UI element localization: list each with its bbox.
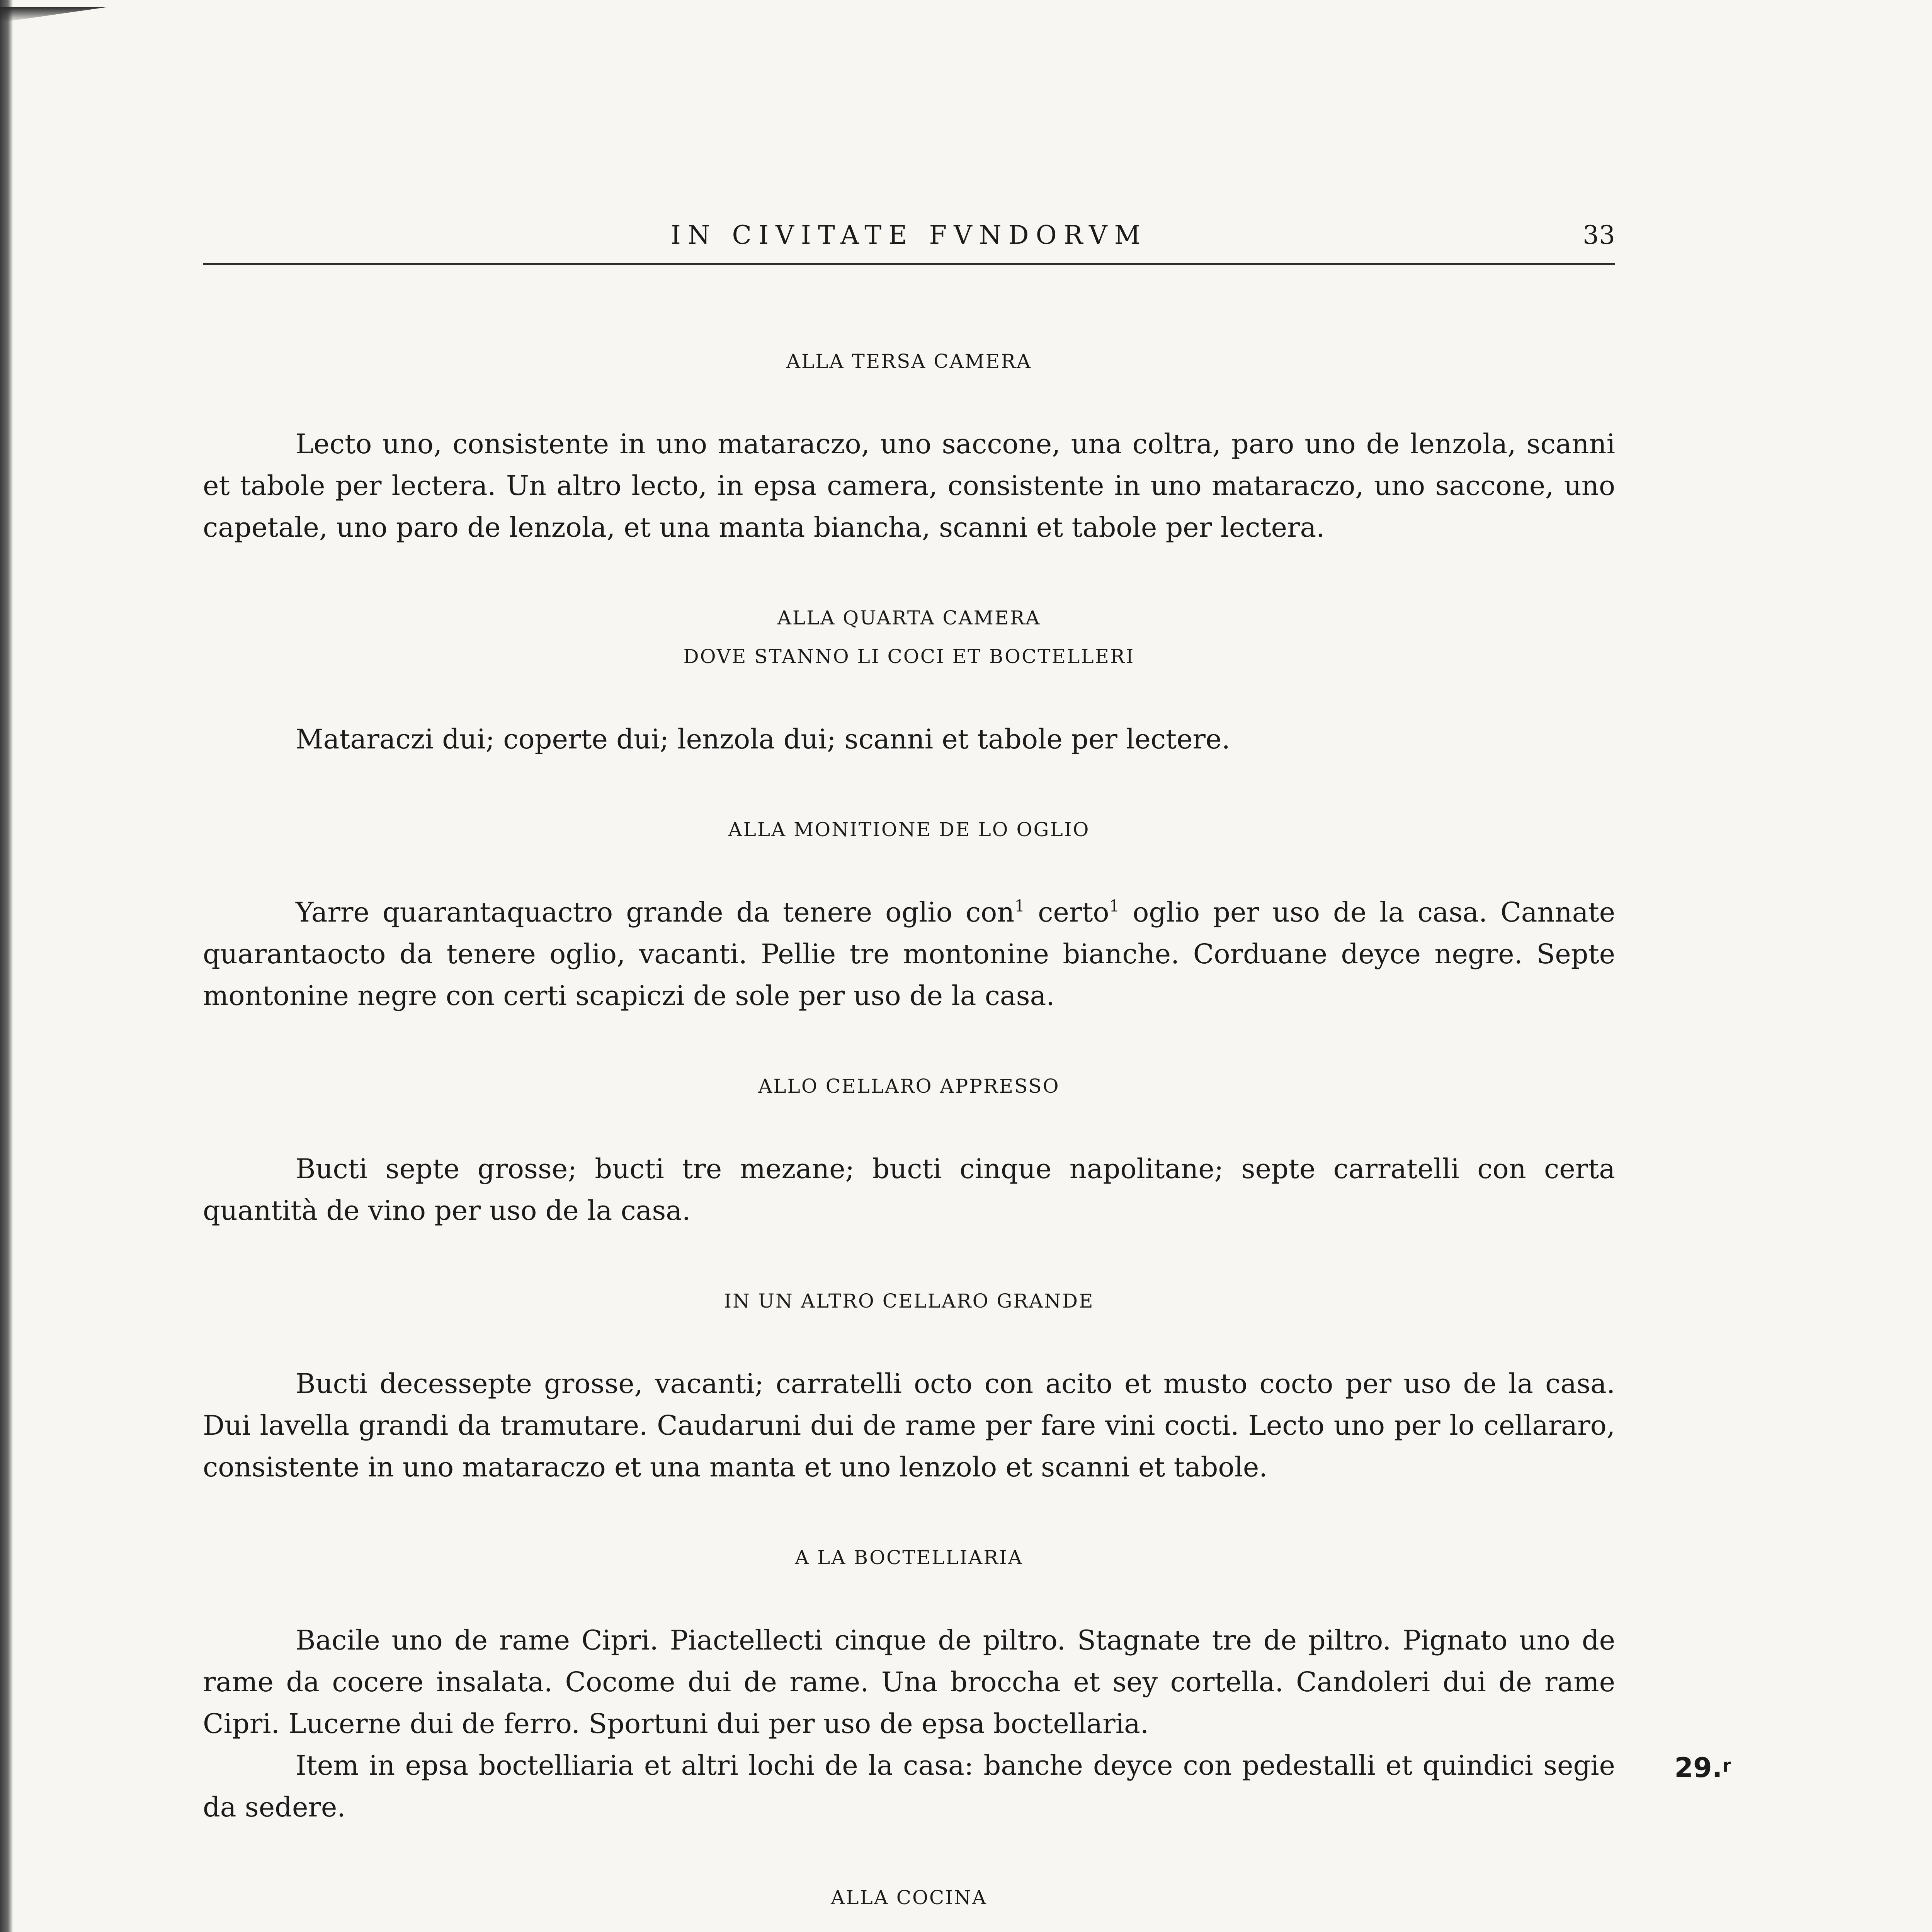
section-heading: IN UN ALTRO CELLARO GRANDE bbox=[724, 1290, 1094, 1312]
section-tersa-camera bbox=[203, 342, 1615, 548]
paragraph: Mataraczi dui; coperte dui; lenzola dui; scanni et tabole per lectere. bbox=[296, 723, 1230, 755]
folio-number: 29. bbox=[1674, 1752, 1723, 1784]
section-cellaro-grande bbox=[203, 1282, 1615, 1488]
paragraph: Lecto uno, consistente in uno mataraczo, uno saccone, una coltra, paro uno de lenzola, scanni et tabole per lectera. Un altro lecto, in epsa camera, consistente in uno mataraczo, uno saccone, uno capetale, uno paro de lenzola, et una manta biancha, scanni et tabole per lectera. bbox=[203, 428, 1615, 543]
paragraph: Bacile uno de rame Cipri. Piactellecti cinque de piltro. Stagnate tre de piltro. Pignato uno de rame da cocere insalata. Cocome dui de rame. Una broccha et sey cortella. Candoleri dui de rame Cipri. Lucerne dui de ferro. Sportuni dui per uso de epsa boctellaria. bbox=[203, 1624, 1615, 1740]
paragraph: Bucti decessepte grosse, vacanti; carratelli octo con acito et musto cocto per uso de la casa. Dui lavella grandi da tramutare. Caudaruni dui de rame per fare vini cocti. Lecto uno per lo cellararo, consistente in uno mataraczo et una manta et uno lenzolo et scanni et tabole. bbox=[203, 1368, 1615, 1483]
paragraph bbox=[203, 891, 1615, 1017]
section-heading: A LA BOCTELLIARIA bbox=[795, 1546, 1023, 1569]
section-heading: ALLO CELLARO APPRESSO bbox=[758, 1075, 1060, 1097]
section-heading: ALLA MONITIONE DE LO OGLIO bbox=[728, 818, 1090, 841]
section-cocina bbox=[203, 1878, 1615, 1932]
running-title: IN CIVITATE FVNDORVM bbox=[670, 220, 1148, 250]
footnote-reference: 1 bbox=[1109, 896, 1120, 915]
footnote-reference: 1 bbox=[1014, 896, 1025, 915]
running-head bbox=[203, 216, 1615, 265]
text-run: certo bbox=[1025, 896, 1109, 928]
document-page bbox=[203, 216, 1731, 1932]
text-run: Yarre quarantaquactro grande da tenere oglio con bbox=[296, 896, 1015, 928]
paragraph: Bucti septe grosse; bucti tre mezane; bucti cinque napolitane; septe carratelli con certa quantità de vino per uso de la casa. bbox=[203, 1153, 1615, 1226]
page-number: 33 bbox=[1583, 220, 1615, 250]
section-heading: ALLA COCINA bbox=[831, 1886, 987, 1909]
margin-folio-number bbox=[1674, 1745, 1731, 1789]
section-heading: ALLA TERSA CAMERA bbox=[786, 350, 1032, 372]
binding-shadow bbox=[0, 7, 108, 22]
section-boctelliaria bbox=[203, 1538, 1731, 1828]
book-binding-edge bbox=[0, 0, 13, 1932]
text-run: Item in epsa boctelliaria et altri lochi de la casa: banche deyce con pedestalli et quindici segie da sedere. bbox=[203, 1750, 1615, 1823]
section-cellaro-appresso bbox=[203, 1067, 1615, 1231]
section-heading: ALLA QUARTA CAMERA bbox=[777, 607, 1041, 629]
section-subheading: DOVE STANNO LI COCI ET BOCTELLERI bbox=[683, 645, 1135, 668]
section-quarta-camera bbox=[203, 599, 1615, 760]
paragraph bbox=[203, 1745, 1731, 1828]
text-run: oglio per uso de la casa. Cannate quarantaocto da tenere oglio, vacanti. Pellie tre montonine bianche. Corduane deyce negre. Septe montonine negre con certi scapiczi de sole per uso de la casa. bbox=[203, 896, 1615, 1012]
section-monitione-oglio bbox=[203, 810, 1615, 1017]
folio-recto-mark: r bbox=[1722, 1755, 1731, 1776]
